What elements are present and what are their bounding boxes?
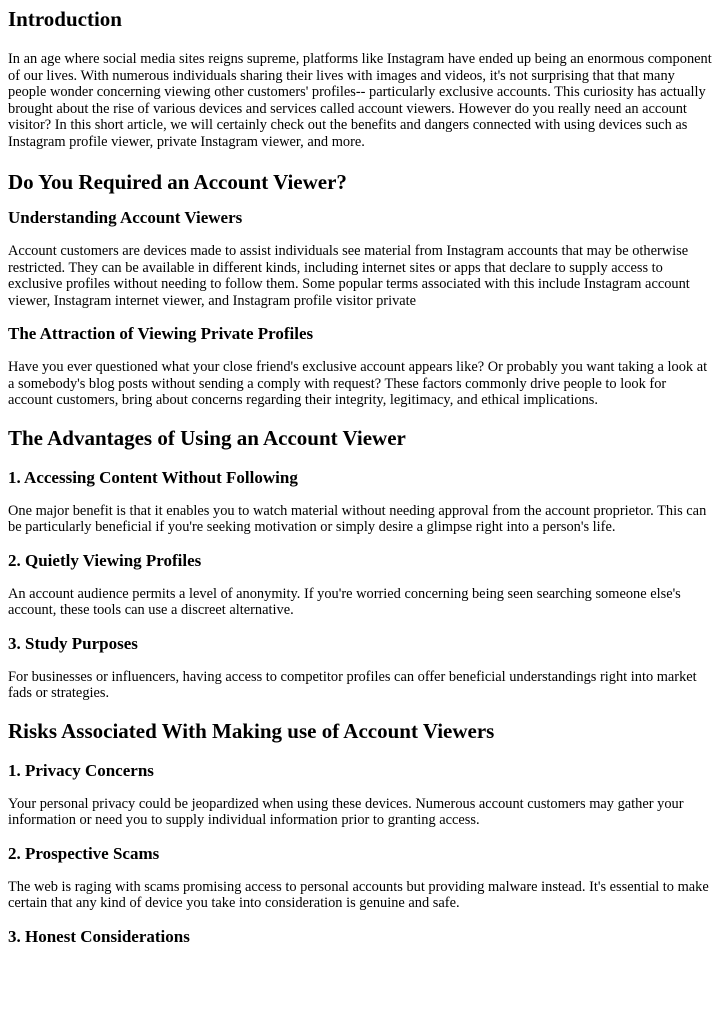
risk-3-heading: 3. Honest Considerations [8,926,190,946]
attraction-heading: The Attraction of Viewing Private Profiles [8,324,314,343]
account-viewer-need-heading: Do You Required an Account Viewer? [8,170,347,194]
advantage-2-heading: 2. Quietly Viewing Profiles [8,550,202,570]
understanding-paragraph: Account customers are devices made to assist individuals see material from Instagram accounts that may be otherwise restricted. They can be available in different kinds, including internet sites or apps that declare to supply access to exclusive profiles without needing to follow them. Some popular terms associated with this include Instagram account viewer, Instagram internet viewer, and Instagram profile visitor private [8,243,690,309]
introduction-heading: Introduction [8,7,122,31]
risk-2-paragraph: The web is raging with scams promising access to personal accounts but providing malware instead. It's essential to make certain that any kind of device you take into consideration is genuine and safe. [8,878,709,911]
advantage-1-heading: 1. Accessing Content Without Following [8,467,298,487]
risk-1-heading: 1. Privacy Concerns [8,760,154,780]
advantage-3-paragraph: For businesses or influencers, having access to competitor profiles can offer beneficial understandings right into market fads or strategies. [8,668,697,701]
understanding-heading: Understanding Account Viewers [8,208,243,227]
advantages-heading: The Advantages of Using an Account Viewer [8,425,406,450]
attraction-paragraph: Have you ever questioned what your close friend's exclusive account appears like? Or probably you want taking a look at a somebody's blog posts without sending a comply with request? These factors commonly drive people to look for account customers, bring about concerns regarding their integrity, legitimacy, and ethical implications. [8,359,708,408]
introduction-paragraph: In an age where social media sites reigns supreme, platforms like Instagram have ended up being an enormous component of our lives. With numerous individuals sharing their lives with images and videos, it's not surprising that that many people wonder concerning viewing other customers' profiles-- particularly exclusive accounts. This curiosity has actually brought about the rise of various devices and services called account viewers. However do you really need an account visitor? In this short article, we will certainly check out the benefits and dangers connected with using devices such as Instagram profile viewer, private Instagram viewer, and more. [8,51,712,150]
risk-2-heading: 2. Prospective Scams [8,843,160,863]
advantage-2-paragraph: An account audience permits a level of anonymity. If you're worried concerning being seen searching someone else's account, these tools can use a discreet alternative. [8,585,681,618]
risk-1-paragraph: Your personal privacy could be jeopardized when using these devices. Numerous account customers may gather your information or need you to supply individual information prior to granting access. [8,795,684,828]
risks-heading: Risks Associated With Making use of Account Viewers [8,718,495,743]
advantage-1-paragraph: One major benefit is that it enables you to watch material without needing approval from the account proprietor. This can be particularly beneficial if you're seeking motivation or simply desire a glimpse right into a person's life. [8,502,707,535]
advantage-3-heading: 3. Study Purposes [8,633,138,653]
article [0,6,712,948]
